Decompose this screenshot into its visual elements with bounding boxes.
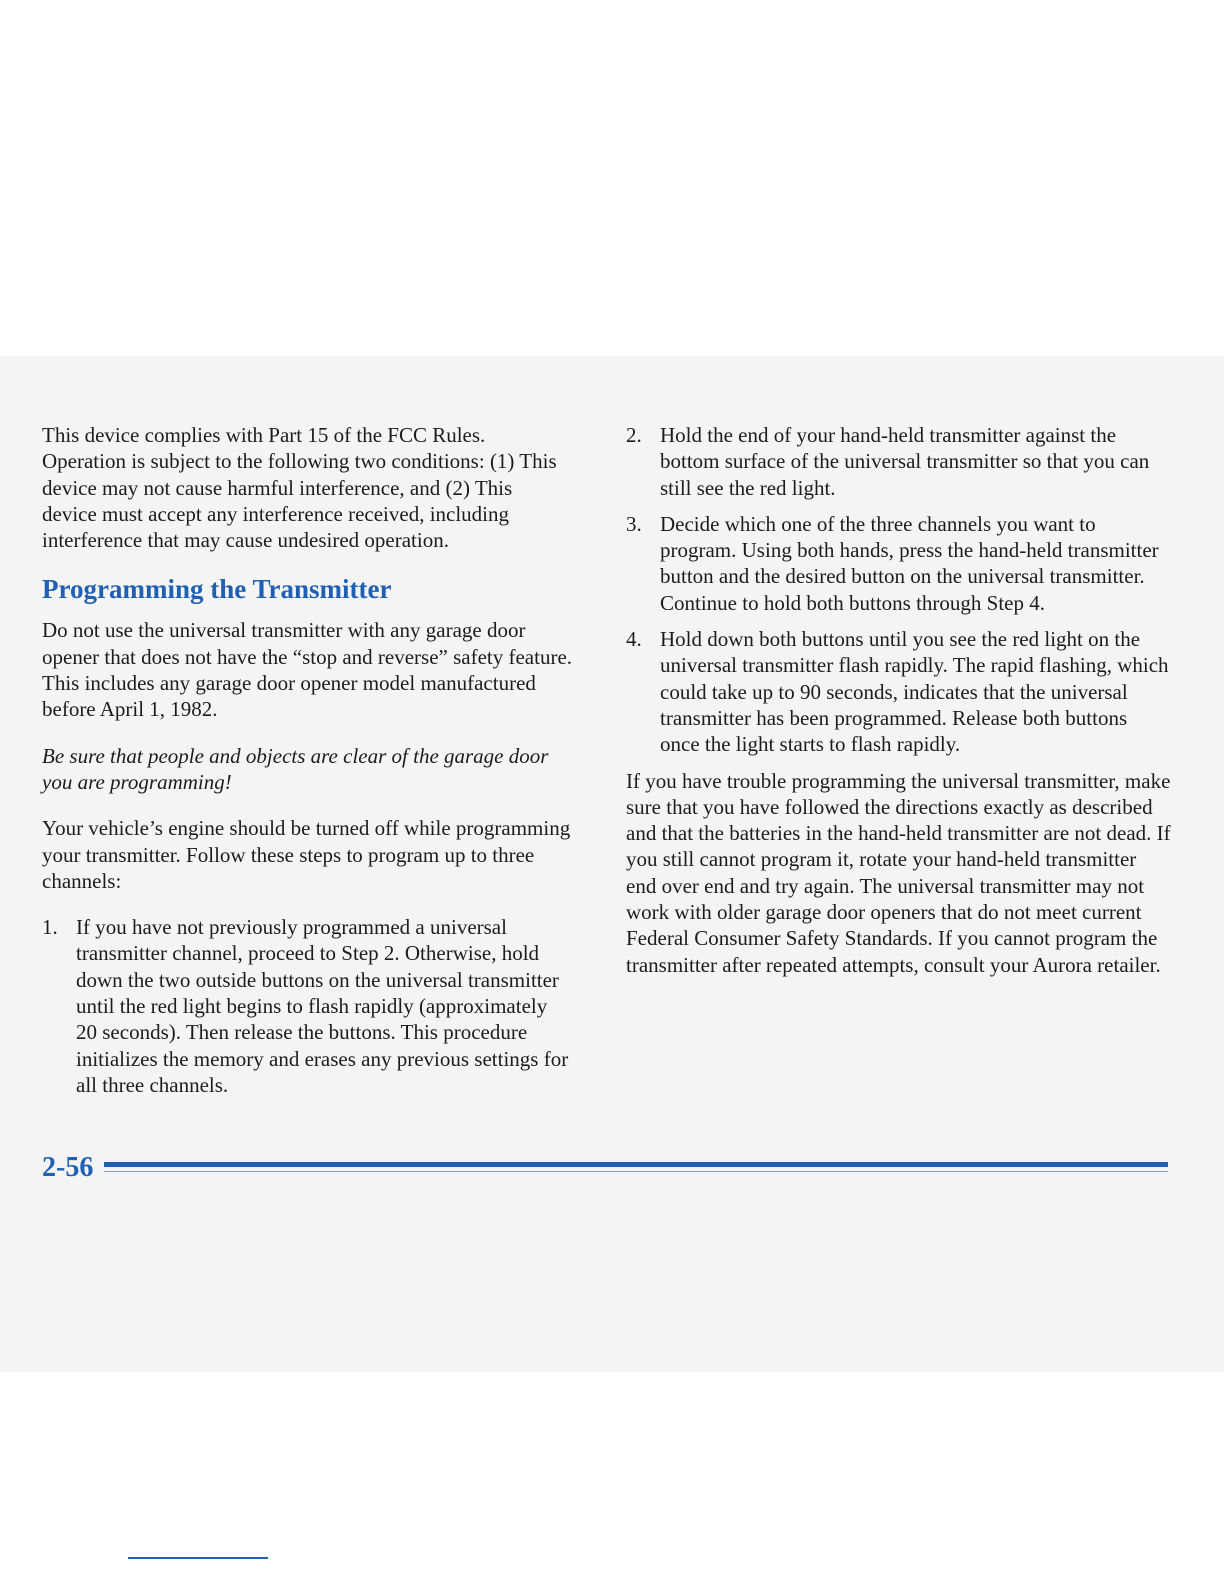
step-item-3 [626,511,1171,616]
fcc-notice: This device complies with Part 15 of the FCC Rules. Operation is subject to the following two conditions: (1) This device may not cause harmful interference, and (2) This device must accept any interference received, including interference that may cause undesired operation. [42,423,557,553]
step-text: Hold down both buttons until you see the red light on the universal transmitter flash rapidly. The rapid flashing, which could take up to 90 seconds, indicates that the universal transmitter has been programmed. Release both buttons once the light starts to flash rapidly. [660,627,1169,757]
left-column [42,422,572,1098]
page-footer [42,1148,1168,1188]
warning-caution: Be sure that people and objects are clear of the garage door you are programming! [42,743,549,794]
step-text: If you have not previously programmed a universal transmitter channel, proceed to Step 2. Otherwise, hold down the two outside buttons on the universal transmitter until the red light begins to flash rapidly (approximately 20 seconds). Then release the buttons. This procedure initializes the memory and erases any previous settings for all three channels. [76,915,569,1097]
step-list-left [42,914,572,1098]
right-column [626,422,1171,998]
step-text: Decide which one of the three channels you want to program. Using both hands, press the hand-held transmitter button and the desired button on the universal transmitter. Continue to hold both buttons through Step 4. [660,511,1159,615]
intro-paragraph: Do not use the universal transmitter with any garage door opener that does not have the “stop and reverse” safety feature. This includes any garage door opener model manufactured before April 1, 1982. [42,618,573,722]
step-list-right [626,422,1171,758]
step-number: 4. [626,627,642,652]
bottom-divider [128,1557,268,1559]
footer-rule-thin [104,1171,1168,1172]
step-item-4 [626,626,1171,757]
step-text: Hold the end of your hand-held transmitter against the bottom surface of the universal transmitter so that you can still see the red light. [660,423,1150,500]
engine-note: Your vehicle’s engine should be turned off while programming your transmitter. Follow these steps to program up to three channels: [42,816,571,893]
page-number: 2-56 [42,1152,94,1183]
step-number: 1. [42,915,58,940]
step-number: 2. [626,423,642,447]
step-item-1 [42,914,572,1098]
step-item-2 [626,422,1171,501]
section-heading: Programming the Transmitter [42,574,392,605]
step-number: 3. [626,511,642,536]
troubleshooting-paragraph: If you have trouble programming the universal transmitter, make sure that you have followed the directions exactly as described and that the batteries in the hand-held transmitter are not dead. If you still cannot program it, rotate your hand-held transmitter end over end and try again. The universal transmitter may not work with older garage door openers that do not meet current Federal Consumer Safety Standards. If you cannot program the transmitter after repeated attempts, consult your Aurora retailer. [626,768,1171,977]
footer-rule [104,1162,1168,1167]
